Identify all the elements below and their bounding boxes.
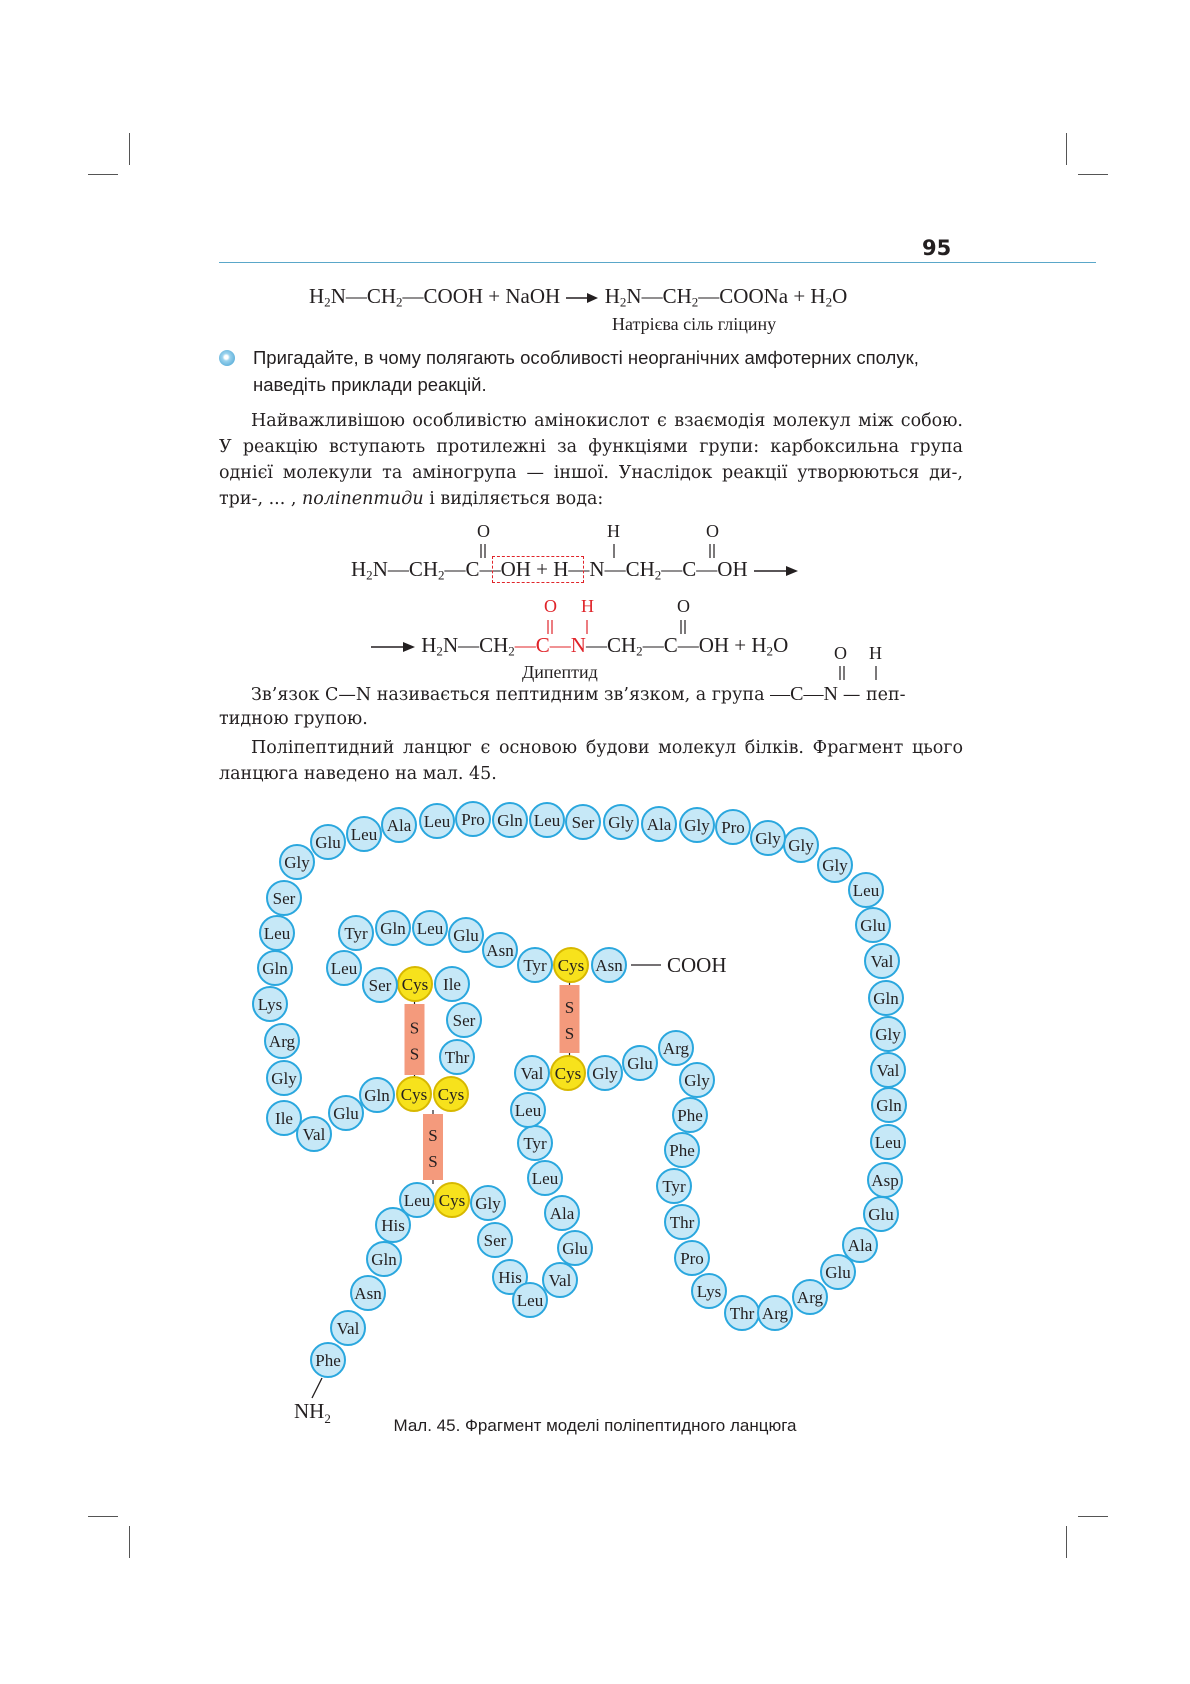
oxygen-label: O: [706, 521, 719, 541]
residue-label: Gly: [875, 1025, 901, 1044]
page-number: 95: [922, 236, 952, 260]
residue-label: Phe: [315, 1351, 341, 1370]
residue-label: Leu: [514, 1101, 542, 1120]
oxygen-label: O: [544, 596, 557, 616]
residue-label: Glu: [315, 833, 341, 852]
amino-acid-residue: [665, 1205, 699, 1239]
residue-label: Glu: [627, 1054, 653, 1073]
nh2-bond: [312, 1378, 322, 1398]
residue-label: Ala: [847, 1236, 873, 1255]
paragraph-amino-acid-interaction: Найважливішою особливістю амінокислот є взаємодія молекул між собою. У реакцію вступають протилежні за функціями групи: карбоксильна група однієї молекули та аміногрупа — іншої. Унаслідок реакції утворюються ди-, три-, ... , поліпептиди і виділяється вода:: [219, 411, 963, 509]
sulfur-label: S: [428, 1126, 438, 1145]
products-formula: $H_2N—CH_2—C—N—CH_2—C—OH + H_2O$: [370, 633, 788, 658]
residue-label: Leu: [533, 811, 561, 830]
residue-label: Asn: [354, 1284, 382, 1303]
residue-label: Arg: [268, 1032, 296, 1051]
amino-acid-residue: [849, 873, 883, 907]
residue-label: His: [381, 1216, 405, 1235]
amino-acid-residue: [413, 911, 447, 945]
residue-label: Gly: [608, 813, 634, 832]
disulfide-bridge: [423, 1110, 443, 1184]
residue-label: Gly: [475, 1194, 501, 1213]
residue-label: Glu: [562, 1239, 588, 1258]
amino-acid-residue: [818, 848, 852, 882]
residue-label: Phe: [669, 1141, 695, 1160]
amino-acid-residue: [623, 1046, 657, 1080]
reactants-formula: $H_2N—CH_2—C—OH$ + $H—N—CH_2—C—OH$: [351, 557, 799, 582]
amino-acid-residue: [513, 1283, 547, 1317]
residue-label: Leu: [263, 924, 291, 943]
amino-acid-residue: [642, 807, 676, 841]
residue-label: Leu: [423, 812, 451, 831]
amino-acid-residue: [530, 803, 564, 837]
residue-label: Gly: [755, 829, 781, 848]
residue-label: Glu: [825, 1263, 851, 1282]
residue-label: Ala: [646, 815, 672, 834]
amino-acid-residue: [843, 1228, 877, 1262]
amino-acid-residue: [297, 1117, 331, 1151]
sulfur-label: S: [564, 998, 575, 1017]
residue-label: Tyr: [344, 924, 368, 943]
dipeptide-caption: Дипептид: [522, 662, 598, 682]
amino-acid-residue: [657, 1169, 691, 1203]
amino-acid-residue: [329, 1096, 363, 1130]
amino-acid-residue: [751, 821, 785, 855]
amino-acid-residue: [253, 987, 287, 1021]
peptide-group-h: H: [869, 643, 882, 663]
amino-acid-residue: [339, 916, 373, 950]
nh2-label: $NH_2$: [294, 1399, 331, 1426]
disulfide-bridge: [560, 981, 580, 1057]
amino-acid-residue: [871, 1017, 905, 1051]
cooh-label: COOH: [667, 953, 727, 977]
amino-acid-residue: [543, 1263, 577, 1297]
residue-label: Ile: [275, 1109, 293, 1128]
residue-label: Phe: [677, 1106, 703, 1125]
residue-label: Cys: [437, 1085, 465, 1104]
amino-acid-residue: [511, 1093, 545, 1127]
residue-label: Leu: [350, 825, 378, 844]
amino-acid-residue: [558, 1231, 592, 1265]
residue-label: Leu: [330, 959, 358, 978]
residue-label: Cys: [438, 1191, 466, 1210]
amino-acid-residue: [665, 1133, 699, 1167]
amino-acid-residue: [680, 808, 714, 842]
residue-label: Val: [876, 1061, 900, 1080]
sodium-glycinate-caption: Натрієва сіль гліцину: [612, 314, 777, 334]
amino-acid-residue: [376, 911, 410, 945]
paragraph-polypeptide-chain: Поліпептидний ланцюг є основою будови молекул білків. Фрагмент цього ланцюга наведено на мал. 45.: [219, 738, 963, 784]
residue-label: Gln: [497, 811, 523, 830]
residue-label: Cys: [557, 956, 585, 975]
residue-label: His: [498, 1268, 522, 1287]
residue-label: Leu: [416, 919, 444, 938]
residue-label: Ala: [549, 1204, 575, 1223]
amino-acid-residue: [821, 1255, 855, 1289]
residue-label: Gln: [876, 1096, 902, 1115]
residue-label: Leu: [852, 881, 880, 900]
amino-acid-residue: [528, 1161, 562, 1195]
amino-acid-residue: [265, 1024, 299, 1058]
amino-acid-residue: [434, 1077, 468, 1111]
residue-label: Asn: [595, 956, 623, 975]
amino-acid-residue: [515, 1056, 549, 1090]
amino-acid-residue: [518, 1126, 552, 1160]
amino-acid-residue: [545, 1196, 579, 1230]
paragraph-peptide-bond-line2: тидною групою.: [219, 709, 368, 729]
residue-label: Cys: [400, 1085, 428, 1104]
residue-label: Arg: [761, 1304, 789, 1323]
recall-question: Пригадайте, в чому полягають особливості неорганічних амфотерних сполук, наведіть приклади реакцій.: [253, 347, 919, 395]
amino-acid-residue: [869, 981, 903, 1015]
amino-acid-residue: [363, 968, 397, 1002]
residue-label: Lys: [696, 1282, 722, 1301]
equation-glycine-naoh: $H_2N—CH_2—COOH$ + NaOH $H_2N—CH_2—COONa + H_2O$: [309, 284, 848, 310]
amino-acid-residue: [360, 1078, 394, 1112]
amino-acid-residue: [675, 1241, 709, 1275]
amino-acid-residue: [260, 916, 294, 950]
amino-acid-residue: [267, 881, 301, 915]
residue-label: Ser: [368, 976, 392, 995]
amino-acid-residue: [659, 1031, 693, 1065]
residue-label: Leu: [531, 1169, 559, 1188]
amino-acid-residue: [471, 1186, 505, 1220]
residue-label: Ser: [571, 813, 595, 832]
residue-label: Gly: [822, 856, 848, 875]
residue-label: Glu: [860, 916, 886, 935]
residue-label: Arg: [662, 1039, 690, 1058]
sulfur-label: S: [409, 1044, 420, 1064]
residue-label: Leu: [874, 1133, 902, 1152]
sulfur-label: S: [409, 1018, 420, 1038]
amino-acid-residue: [868, 1163, 902, 1197]
amino-acid-residue: [692, 1274, 726, 1308]
amino-acid-residue: [267, 1101, 301, 1135]
residue-label: Ile: [443, 975, 461, 994]
residue-label: Thr: [669, 1213, 695, 1232]
residue-label: Thr: [444, 1048, 470, 1067]
amino-acid-residue: [398, 967, 432, 1001]
amino-acid-residue: [440, 1040, 474, 1074]
amino-acid-residue: [447, 1003, 481, 1037]
residue-label: Tyr: [523, 1134, 547, 1153]
amino-acid-residue: [871, 1125, 905, 1159]
amino-acid-residue: [592, 948, 626, 982]
residue-label: Pro: [721, 818, 745, 837]
amino-acid-residue: [604, 805, 638, 839]
residue-label: Val: [520, 1064, 544, 1083]
residue-label: Thr: [729, 1304, 755, 1323]
amino-acid-residue: [311, 1343, 345, 1377]
residue-label: Pro: [680, 1249, 704, 1268]
hydrogen-label: H: [607, 521, 620, 541]
amino-acid-residue: [435, 967, 469, 1001]
residue-label: Ser: [272, 889, 296, 908]
amino-acid-residue: [758, 1296, 792, 1330]
amino-acid-residue: [784, 828, 818, 862]
residue-label: Asp: [871, 1171, 899, 1190]
disulfide-bridge: [405, 1000, 425, 1079]
oxygen-label: O: [677, 596, 690, 616]
amino-acid-residue: [449, 918, 483, 952]
amino-acid-residue: [588, 1056, 622, 1090]
residue-label: Glu: [868, 1205, 894, 1224]
residue-label: Ser: [452, 1011, 476, 1030]
residue-label: Lys: [257, 995, 283, 1014]
amino-acid-residue: [716, 810, 750, 844]
figure-caption: Мал. 45. Фрагмент моделі поліпептидного ланцюга: [393, 1416, 797, 1435]
amino-acid-residue: [673, 1098, 707, 1132]
sulfur-label: S: [564, 1024, 575, 1043]
residue-label: Gln: [873, 989, 899, 1008]
amino-acid-residue: [347, 817, 381, 851]
amino-acid-residue: [435, 1183, 469, 1217]
residue-label: Tyr: [662, 1177, 686, 1196]
residue-label: Asn: [486, 941, 514, 960]
residue-label: Val: [548, 1271, 572, 1290]
residue-label: Gly: [592, 1064, 618, 1083]
residue-label: Val: [336, 1319, 360, 1338]
amino-acid-residue: [680, 1063, 714, 1097]
amino-acid-residue: [400, 1183, 434, 1217]
amino-acid-residue: [518, 948, 552, 982]
residue-label: Arg: [796, 1288, 824, 1307]
residue-label: Glu: [453, 926, 479, 945]
amino-acid-residue: [483, 933, 517, 967]
residue-label: Ser: [483, 1231, 507, 1250]
amino-acid-residue: [267, 1061, 301, 1095]
residue-label: Gln: [380, 919, 406, 938]
amino-acid-residue: [566, 805, 600, 839]
amino-acid-residue: [493, 803, 527, 837]
amino-acid-residue: [725, 1296, 759, 1330]
residue-label: Val: [302, 1125, 326, 1144]
residue-label: Gln: [364, 1086, 390, 1105]
residue-label: Gln: [371, 1250, 397, 1269]
amino-acid-residue: [456, 802, 490, 836]
amino-acid-residue: [331, 1311, 365, 1345]
amino-acid-residue: [793, 1280, 827, 1314]
residue-label: Tyr: [523, 956, 547, 975]
amino-acid-residue: [351, 1276, 385, 1310]
amino-acid-residue: [865, 944, 899, 978]
residue-label: Gly: [284, 853, 310, 872]
amino-acid-residue: [382, 808, 416, 842]
residue-label: Gln: [262, 959, 288, 978]
residue-label: Cys: [401, 975, 429, 994]
amino-acid-residue: [478, 1223, 512, 1257]
amino-acid-residue: [551, 1056, 585, 1090]
peptide-group-o: O: [834, 643, 847, 663]
amino-acid-residue: [367, 1242, 401, 1276]
residue-label: Gly: [271, 1069, 297, 1088]
residue-label: Val: [870, 952, 894, 971]
amino-acid-residue: [872, 1088, 906, 1122]
amino-acid-residue: [258, 951, 292, 985]
amino-acid-residue: [856, 908, 890, 942]
paragraph-peptide-bond: Зв’язок C—N називається пептидним зв’язком, а група —C—N — пеп-: [251, 683, 906, 705]
residue-label: Gly: [788, 836, 814, 855]
residue-label: Ala: [386, 816, 412, 835]
sulfur-label: S: [428, 1152, 438, 1171]
amino-acid-residue: [871, 1053, 905, 1087]
residue-label: Pro: [461, 810, 485, 829]
hydrogen-label: H: [581, 596, 594, 616]
amino-acid-residue: [280, 845, 314, 879]
amino-acid-residue: [311, 825, 345, 859]
residue-label: Leu: [516, 1291, 544, 1310]
amino-acid-residue: [554, 948, 588, 982]
residue-label: Cys: [554, 1064, 582, 1083]
amino-acid-residue: [397, 1077, 431, 1111]
residue-label: Gly: [684, 816, 710, 835]
oxygen-label: O: [477, 521, 490, 541]
residue-label: Glu: [333, 1104, 359, 1123]
residue-label: Leu: [403, 1191, 431, 1210]
amino-acid-residue: [864, 1197, 898, 1231]
amino-acid-residue: [327, 951, 361, 985]
amino-acid-residue: [420, 804, 454, 838]
residue-label: Gly: [684, 1071, 710, 1090]
